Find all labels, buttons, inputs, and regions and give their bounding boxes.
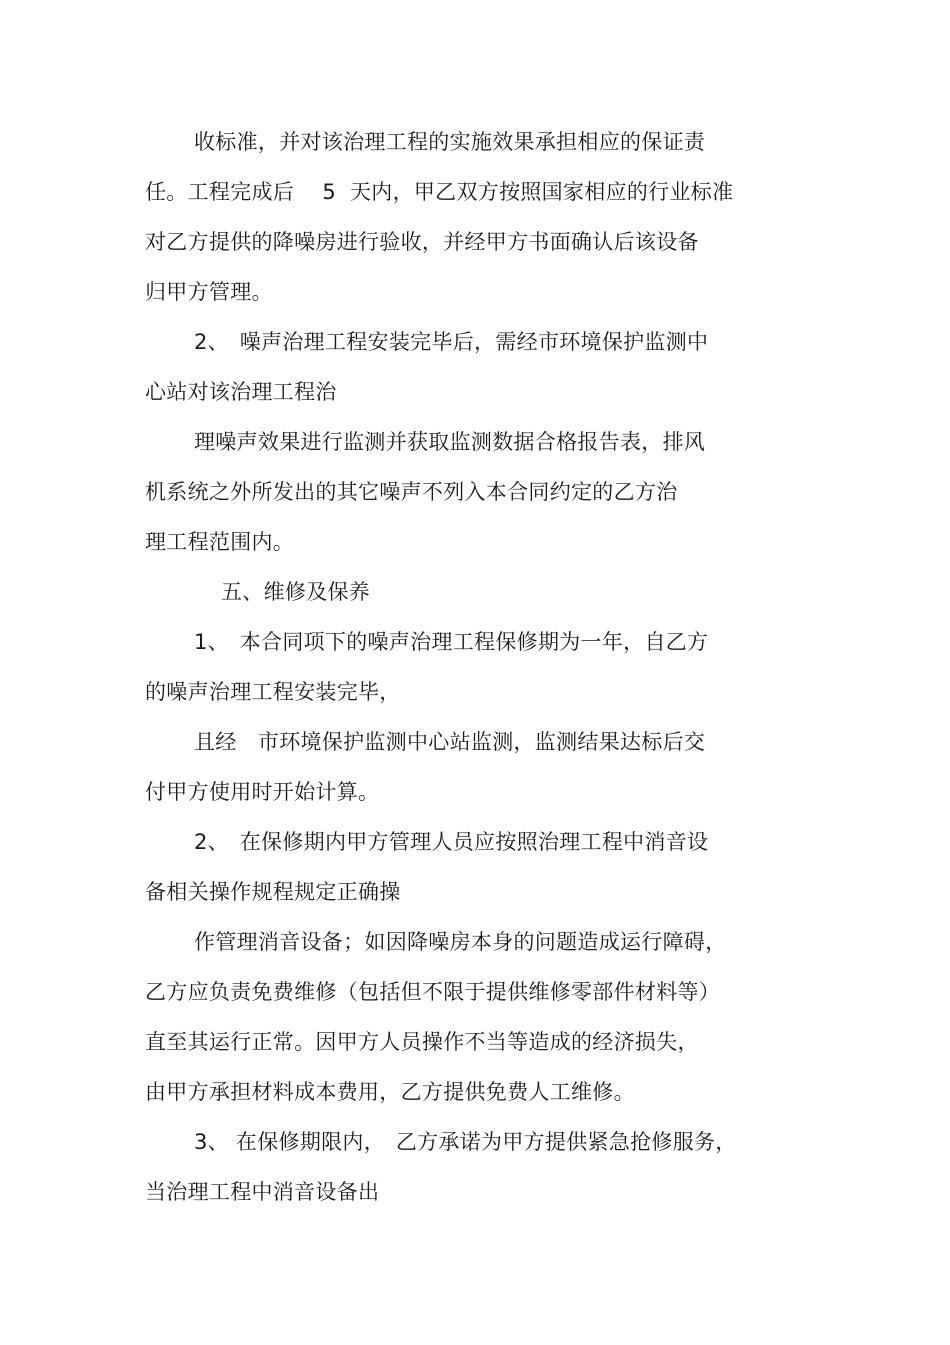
text-line: 归甲方管理。 [145, 280, 273, 304]
text-line: 当治理工程中消音设备出 [145, 1180, 380, 1204]
text-line: 理工程范围内。 [145, 530, 295, 554]
text-line: 理噪声效果进行监测并获取监测数据合格报告表，排风 [194, 430, 706, 454]
section-heading: 五、维修及保养 [221, 580, 371, 604]
text-line: 对乙方提供的降噪房进行验收，并经甲方书面确认后该设备 [145, 230, 699, 254]
text-line: 乙方应负责免费维修（包括但不限于提供维修零部件材料等） [145, 980, 721, 1004]
text-line: 由甲方承担材料成本费用，乙方提供免费人工维修。 [145, 1080, 635, 1104]
text-line: 备相关操作规程规定正确操 [145, 880, 401, 904]
text-line: 且经 市环境保护监测中心站监测，监测结果达标后交 [194, 730, 706, 754]
text-line: 付甲方使用时开始计算。 [145, 780, 380, 804]
text-line: 任。工程完成后 5 天内，甲乙双方按照国家相应的行业标准 [145, 180, 734, 204]
text-line: 2、 在保修期内甲方管理人员应按照治理工程中消音设 [194, 830, 709, 854]
text-line: 直至其运行正常。因甲方人员操作不当等造成的经济损失， [145, 1030, 699, 1054]
text-line: 作管理消音设备；如因降噪房本身的问题造成运行障碍， [194, 930, 727, 954]
text-line: 收标准，并对该治理工程的实施效果承担相应的保证责 [194, 130, 706, 154]
text-line: 3、 在保修期限内， 乙方承诺为甲方提供紧急抢修服务， [194, 1130, 737, 1154]
text-line: 1、 本合同项下的噪声治理工程保修期为一年，自乙方 [194, 630, 709, 654]
text-line: 2、 噪声治理工程安装完毕后，需经市环境保护监测中 [194, 330, 709, 354]
text-line: 的噪声治理工程安装完毕， [145, 680, 401, 704]
text-line: 机系统之外所发出的其它噪声不列入本合同约定的乙方治 [145, 480, 678, 504]
text-line: 心站对该治理工程治 [145, 380, 337, 404]
